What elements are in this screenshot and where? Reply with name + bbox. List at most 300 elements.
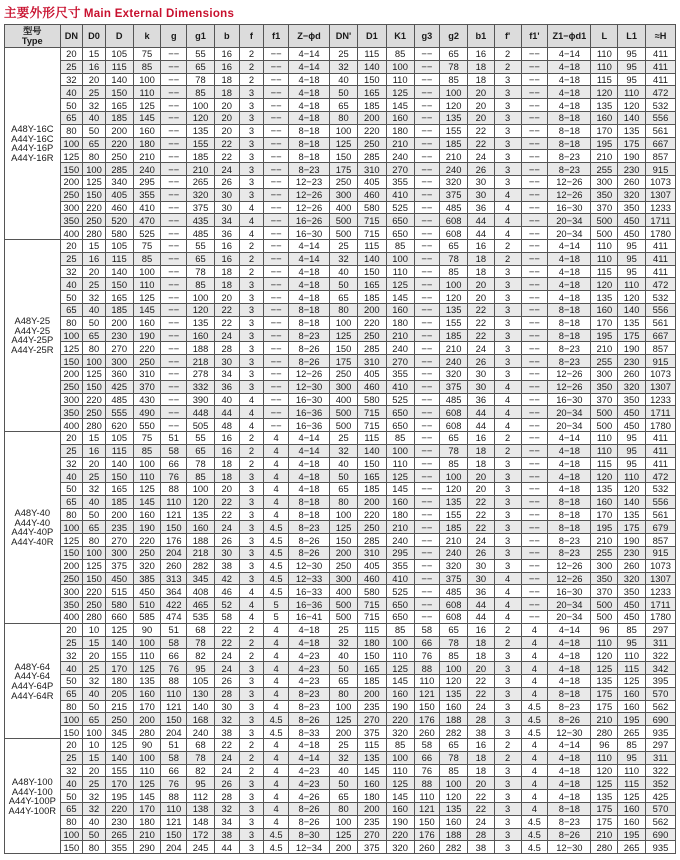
table-cell: 125 [83,559,106,572]
table-cell: −− [264,60,289,73]
table-cell: −− [414,303,440,316]
table-cell: 4−18 [548,99,591,112]
table-cell: 8−18 [288,124,329,137]
table-cell: 8−23 [548,815,591,828]
table-cell: 500 [330,227,358,240]
table-cell: 935 [646,726,676,739]
table-cell: 345 [105,726,133,739]
table-cell: 4 [521,739,548,752]
table-cell: 250 [83,598,106,611]
table-cell: 460 [357,380,386,393]
table-cell: 485 [440,585,468,598]
table-cell: 110 [591,252,618,265]
table-cell: 160 [386,687,414,700]
table-cell: −− [521,611,548,624]
table-cell: 4.5 [521,713,548,726]
table-cell: −− [264,406,289,419]
table-cell: 411 [646,265,676,278]
table-cell: 320 [386,726,414,739]
table-cell: 65 [330,790,358,803]
table-cell: 220 [105,803,133,816]
table-cell: 8−23 [288,329,329,342]
table-cell: 4−18 [548,73,591,86]
table-cell: 4 [264,662,289,675]
table-row [5,431,676,444]
table-cell: 28 [468,828,495,841]
table-row [5,662,676,675]
table-cell: 3 [239,713,264,726]
table-cell: −− [264,367,289,380]
table-cell: −− [161,188,187,201]
table-cell: 100 [133,265,161,278]
table-cell: 24 [468,342,495,355]
table-cell: 3 [494,316,521,329]
table-cell: 20 [60,48,83,61]
table-cell: 200 [357,495,386,508]
table-cell: 650 [386,419,414,432]
table-cell: 4−18 [288,483,329,496]
table-cell: 500 [330,598,358,611]
table-cell: −− [161,316,187,329]
table-cell: 4 [521,623,548,636]
table-cell: −− [161,124,187,137]
table-cell: 78 [187,751,215,764]
type-label: A48Y-25 [14,315,51,327]
table-cell: 4−18 [548,649,591,662]
table-cell: 550 [133,419,161,432]
table-cell: 8−26 [548,713,591,726]
table-cell: 85 [440,73,468,86]
table-cell: 355 [133,188,161,201]
table-cell: 405 [105,188,133,201]
table-cell: 4 [239,214,264,227]
table-row [5,457,676,470]
table-cell: 230 [105,815,133,828]
table-cell: 58 [161,444,187,457]
table-cell: 80 [330,803,358,816]
table-cell: 22 [214,739,239,752]
table-cell: 22 [214,316,239,329]
table-cell: 4.5 [264,572,289,585]
table-cell: 16 [83,252,106,265]
table-cell: 12−26 [548,367,591,380]
table-cell: 667 [646,137,676,150]
table-cell: 3 [239,726,264,739]
table-cell: 115 [591,73,618,86]
table-cell: 50 [60,790,83,803]
table-cell: 25 [330,431,358,444]
table-cell: 150 [60,355,83,368]
table-cell: 210 [386,521,414,534]
table-cell: 310 [357,547,386,560]
column-header: DN' [330,25,358,48]
table-cell: 200 [330,547,358,560]
table-cell: 190 [618,534,646,547]
table-cell: −− [414,534,440,547]
table-cell: 235 [357,815,386,828]
table-cell: 3 [239,687,264,700]
table-cell: 32 [83,803,106,816]
table-cell: 80 [60,124,83,137]
table-cell: 150 [330,150,358,163]
table-cell: −− [161,239,187,252]
table-cell: −− [161,380,187,393]
table-cell: 44 [468,227,495,240]
table-cell: 40 [60,777,83,790]
table-cell: 355 [386,559,414,572]
table-cell: 4 [264,687,289,700]
table-cell: 4 [494,393,521,406]
table-cell: 135 [440,687,468,700]
table-cell: 210 [386,137,414,150]
table-cell: 155 [440,124,468,137]
table-row [5,547,676,560]
table-cell: 556 [646,495,676,508]
table-cell: 8−18 [548,111,591,124]
table-cell: −− [264,265,289,278]
table-cell: 78 [440,60,468,73]
table-cell: 135 [591,291,618,304]
table-cell: 935 [646,841,676,854]
table-cell: 85 [187,470,215,483]
table-cell: 30 [214,700,239,713]
table-cell: 857 [646,342,676,355]
table-cell: 4−14 [288,444,329,457]
table-cell: −− [161,111,187,124]
table-cell: 100 [83,163,106,176]
table-cell: 110 [618,649,646,662]
table-row [5,73,676,86]
table-cell: 110 [161,803,187,816]
table-cell: 138 [187,803,215,816]
table-cell: 120 [618,291,646,304]
table-cell: −− [161,48,187,61]
table-cell: −− [264,291,289,304]
table-cell: 2 [239,60,264,73]
table-cell: 110 [161,495,187,508]
table-row [5,316,676,329]
table-cell: 200 [330,726,358,739]
table-cell: −− [521,124,548,137]
table-cell: 8−18 [288,495,329,508]
table-cell: 40 [83,495,106,508]
table-cell: 100 [60,828,83,841]
table-cell: 3 [239,380,264,393]
table-cell: 65 [440,48,468,61]
table-cell: 375 [440,572,468,585]
table-cell: 140 [105,457,133,470]
table-cell: 4 [521,764,548,777]
table-cell: 3 [494,175,521,188]
table-cell: 300 [60,201,83,214]
table-cell: 3 [494,355,521,368]
table-cell: 16−30 [288,227,329,240]
table-cell: 8−30 [288,828,329,841]
table-cell: 176 [414,828,440,841]
table-cell: 12−26 [288,367,329,380]
table-cell: 140 [105,265,133,278]
table-cell: 22 [214,495,239,508]
table-cell: 230 [105,329,133,342]
table-cell: 8−33 [288,726,329,739]
table-cell: 85 [187,86,215,99]
table-cell: 110 [133,278,161,291]
table-cell: 195 [618,828,646,841]
table-cell: 58 [414,739,440,752]
table-cell: −− [264,150,289,163]
table-cell: 580 [357,393,386,406]
table-cell: 4−18 [548,675,591,688]
table-cell: −− [161,175,187,188]
table-cell: 370 [591,201,618,214]
table-cell: 135 [591,790,618,803]
table-cell: 8−18 [288,508,329,521]
table-cell: −− [521,547,548,560]
table-cell: 411 [646,431,676,444]
table-cell: 250 [330,367,358,380]
table-cell: 100 [386,636,414,649]
table-cell: −− [161,150,187,163]
table-cell: 12−30 [288,380,329,393]
table-cell: 175 [591,687,618,700]
table-cell: 1073 [646,367,676,380]
table-cell: 3 [494,687,521,700]
table-cell: 4 [494,214,521,227]
table-cell: −− [521,495,548,508]
table-cell: −− [521,291,548,304]
table-cell: 100 [133,751,161,764]
table-cell: 185 [187,150,215,163]
table-cell: 375 [187,201,215,214]
table-cell: 150 [105,278,133,291]
table-cell: 140 [357,252,386,265]
table-cell: 38 [214,726,239,739]
table-cell: −− [414,227,440,240]
table-cell: 125 [60,342,83,355]
table-cell: 165 [357,662,386,675]
table-cell: 125 [133,483,161,496]
table-row [5,585,676,598]
table-cell: 608 [440,611,468,624]
table-cell: 12−26 [548,188,591,201]
table-cell: 3 [239,470,264,483]
table-cell: 85 [386,431,414,444]
table-cell: −− [521,239,548,252]
table-cell: 100 [386,60,414,73]
table-cell: 28 [214,342,239,355]
table-cell: 4−14 [288,252,329,265]
table-cell: 561 [646,124,676,137]
table-cell: 165 [105,291,133,304]
table-cell: 105 [187,675,215,688]
table-cell: 250 [330,175,358,188]
table-cell: 85 [386,739,414,752]
table-cell: 3 [239,111,264,124]
table-cell: 65 [440,623,468,636]
table-cell: −− [161,355,187,368]
table-cell: 20 [468,86,495,99]
table-cell: 12−30 [288,559,329,572]
table-cell: 44 [468,598,495,611]
table-cell: 215 [105,700,133,713]
table-cell: −− [414,547,440,560]
table-cell: 42 [214,572,239,585]
table-cell: 24 [468,700,495,713]
table-cell: 140 [618,111,646,124]
table-cell: −− [414,201,440,214]
table-cell: −− [521,329,548,342]
table-cell: 500 [330,406,358,419]
table-cell: 4.5 [264,559,289,572]
table-cell: 4 [494,598,521,611]
table-cell: 160 [618,815,646,828]
table-cell: 280 [133,726,161,739]
table-cell: −− [521,137,548,150]
table-cell: 285 [357,342,386,355]
table-cell: 4−14 [288,48,329,61]
page [4,0,676,854]
table-cell: 180 [386,316,414,329]
table-cell: 85 [133,60,161,73]
table-cell: 400 [330,585,358,598]
table-cell: 4 [521,687,548,700]
table-cell: 3 [494,495,521,508]
table-cell: 30 [468,380,495,393]
table-cell: 25 [60,444,83,457]
table-cell: 20 [468,278,495,291]
table-cell: 58 [414,623,440,636]
table-cell: 16 [83,60,106,73]
table-cell: 195 [591,329,618,342]
table-cell: 125 [133,291,161,304]
table-cell: 4−23 [288,662,329,675]
table-cell: 140 [357,60,386,73]
table-cell: 3 [494,73,521,86]
table-cell: 715 [357,598,386,611]
table-cell: 2 [239,265,264,278]
table-cell: 16−41 [288,611,329,624]
table-cell: 16−30 [548,585,591,598]
table-cell: 250 [330,559,358,572]
table-cell: −− [264,329,289,342]
table-cell: 16 [214,48,239,61]
table-cell: 405 [357,175,386,188]
table-cell: 195 [591,137,618,150]
table-cell: 135 [187,316,215,329]
table-cell: 4−18 [288,111,329,124]
table-cell: 36 [468,393,495,406]
table-cell: 160 [357,777,386,790]
table-cell: 448 [187,406,215,419]
table-cell: 250 [357,137,386,150]
table-cell: 4 [494,611,521,624]
table-cell: 85 [133,252,161,265]
table-cell: 100 [60,713,83,726]
table-cell: 20 [60,239,83,252]
table-cell: 105 [105,239,133,252]
table-cell: 8−18 [548,124,591,137]
table-row [5,521,676,534]
table-cell: 20 [468,777,495,790]
table-cell: 125 [83,367,106,380]
table-cell: 100 [187,291,215,304]
table-row [5,470,676,483]
table-cell: 40 [60,470,83,483]
table-cell: 105 [105,48,133,61]
table-cell: 297 [646,623,676,636]
table-cell: 28 [214,687,239,700]
table-cell: 3 [239,355,264,368]
table-cell: −− [414,483,440,496]
table-cell: 121 [161,815,187,828]
column-header: g [161,25,187,48]
table-cell: 375 [357,726,386,739]
table-row [5,739,676,752]
table-cell: 3 [494,111,521,124]
table-header [5,25,676,48]
table-cell: 311 [646,636,676,649]
table-cell: 95 [618,252,646,265]
table-cell: 450 [618,406,646,419]
table-cell: 4−26 [288,790,329,803]
table-cell: 3 [239,99,264,112]
table-cell: 2 [239,636,264,649]
table-cell: 200 [357,687,386,700]
table-cell: 3 [239,675,264,688]
table-cell: 22 [214,636,239,649]
table-cell: 125 [330,329,358,342]
table-cell: 120 [440,99,468,112]
table-cell: 185 [440,137,468,150]
table-cell: 125 [60,534,83,547]
table-cell: 145 [357,764,386,777]
table-cell: 15 [83,48,106,61]
table-cell: 12−26 [548,175,591,188]
table-cell: 18 [468,252,495,265]
table-cell: −− [264,316,289,329]
table-cell: 250 [105,150,133,163]
table-cell: 240 [386,342,414,355]
table-cell: 180 [357,790,386,803]
table-cell: 4−18 [548,444,591,457]
table-cell: 22 [468,521,495,534]
table-cell: 411 [646,457,676,470]
table-cell: 25 [83,86,106,99]
table-cell: 350 [60,598,83,611]
table-cell: 95 [618,751,646,764]
table-cell: 110 [133,86,161,99]
table-cell: 2 [239,623,264,636]
table-row [5,124,676,137]
type-label: A44Y-64P [11,679,54,691]
table-cell: 220 [133,534,161,547]
table-cell: 88 [414,777,440,790]
table-cell: 160 [591,303,618,316]
table-cell: −− [521,252,548,265]
table-cell: 32 [60,764,83,777]
type-label: A44Y-16P [11,142,54,154]
table-cell: 4.5 [264,828,289,841]
table-cell: 78 [440,636,468,649]
table-cell: 76 [161,777,187,790]
table-row [5,675,676,688]
table-cell: 22 [214,137,239,150]
table-row [5,572,676,585]
table-cell: 160 [618,803,646,816]
table-cell: 40 [60,662,83,675]
table-cell: 66 [414,751,440,764]
table-cell: 472 [646,86,676,99]
